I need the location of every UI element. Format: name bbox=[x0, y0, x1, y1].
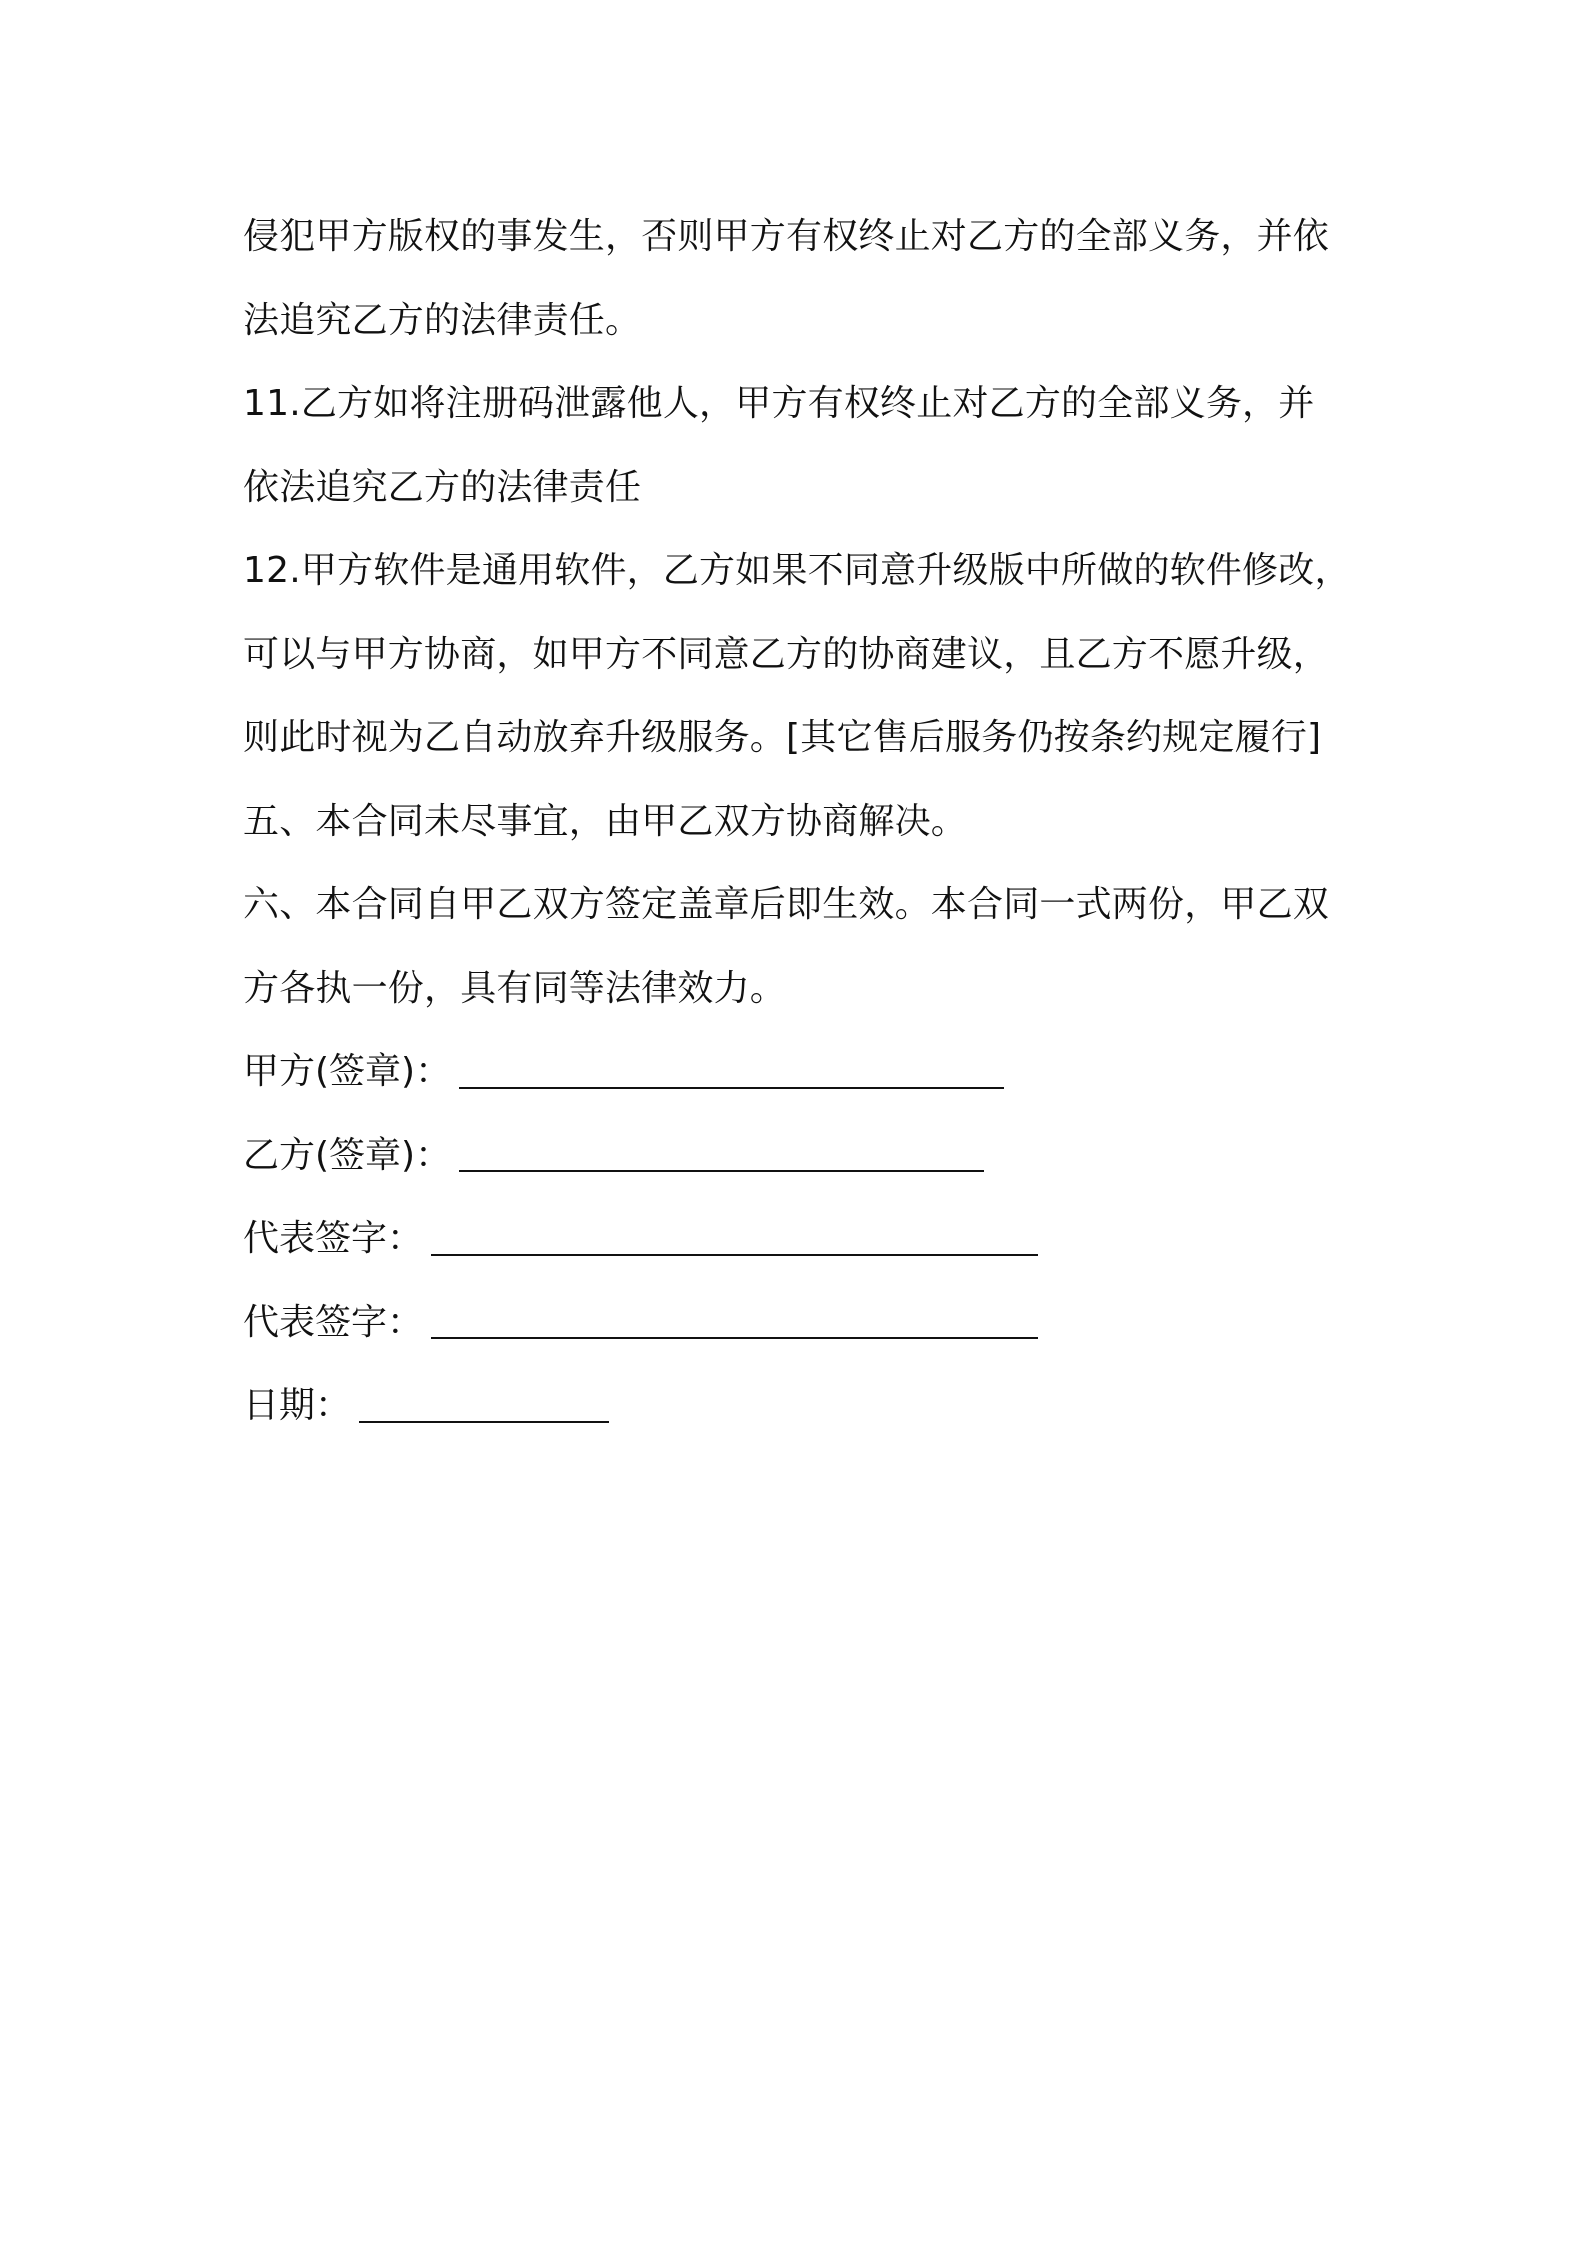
section-5-line: 五、本合同未尽事宜，由甲乙双方协商解决。 bbox=[243, 800, 968, 842]
party-a-signature-row bbox=[243, 1030, 1363, 1114]
date-label: 日期： bbox=[243, 1385, 352, 1426]
date-field[interactable] bbox=[359, 1421, 609, 1423]
paragraph-line: 法追究乙方的法律责任。 bbox=[243, 299, 642, 341]
paragraph-line: 侵犯甲方版权的事发生，否则甲方有权终止对乙方的全部义务，并依 bbox=[243, 216, 1330, 257]
representative-signature-label: 代表签字： bbox=[243, 1301, 424, 1343]
clause-11-line: 依法追究乙方的法律责任 bbox=[243, 466, 642, 508]
representative-signature-field[interactable] bbox=[431, 1254, 1038, 1256]
representative-signature-row bbox=[243, 1281, 1363, 1365]
contract-body bbox=[243, 195, 1363, 1448]
section-6-line: 方各执一份，具有同等法律效力。 bbox=[243, 967, 787, 1009]
clause-12-line: 则此时视为乙自动放弃升级服务。[其它售后服务仍按条约规定履行] bbox=[243, 717, 1322, 758]
date-row bbox=[243, 1364, 1363, 1448]
representative-signature-label: 代表签字： bbox=[243, 1218, 424, 1259]
party-a-signature-label: 甲方(签章)： bbox=[243, 1051, 452, 1092]
clause-11-line: 11.乙方如将注册码泄露他人，甲方有权终止对乙方的全部义务，并 bbox=[243, 383, 1315, 424]
clause-12-line: 可以与甲方协商，如甲方不同意乙方的协商建议，且乙方不愿升级， bbox=[243, 633, 1330, 675]
party-b-signature-field[interactable] bbox=[459, 1170, 984, 1172]
party-b-signature-label: 乙方(签章)： bbox=[243, 1134, 452, 1176]
representative-signature-row bbox=[243, 1197, 1363, 1281]
clause-12-line: 12.甲方软件是通用软件，乙方如果不同意升级版中所做的软件修改， bbox=[243, 550, 1351, 591]
section-6-line: 六、本合同自甲乙双方签定盖章后即生效。本合同一式两份，甲乙双 bbox=[243, 884, 1330, 925]
party-b-signature-row bbox=[243, 1114, 1363, 1198]
representative-signature-field[interactable] bbox=[431, 1337, 1038, 1339]
party-a-signature-field[interactable] bbox=[459, 1087, 1004, 1089]
